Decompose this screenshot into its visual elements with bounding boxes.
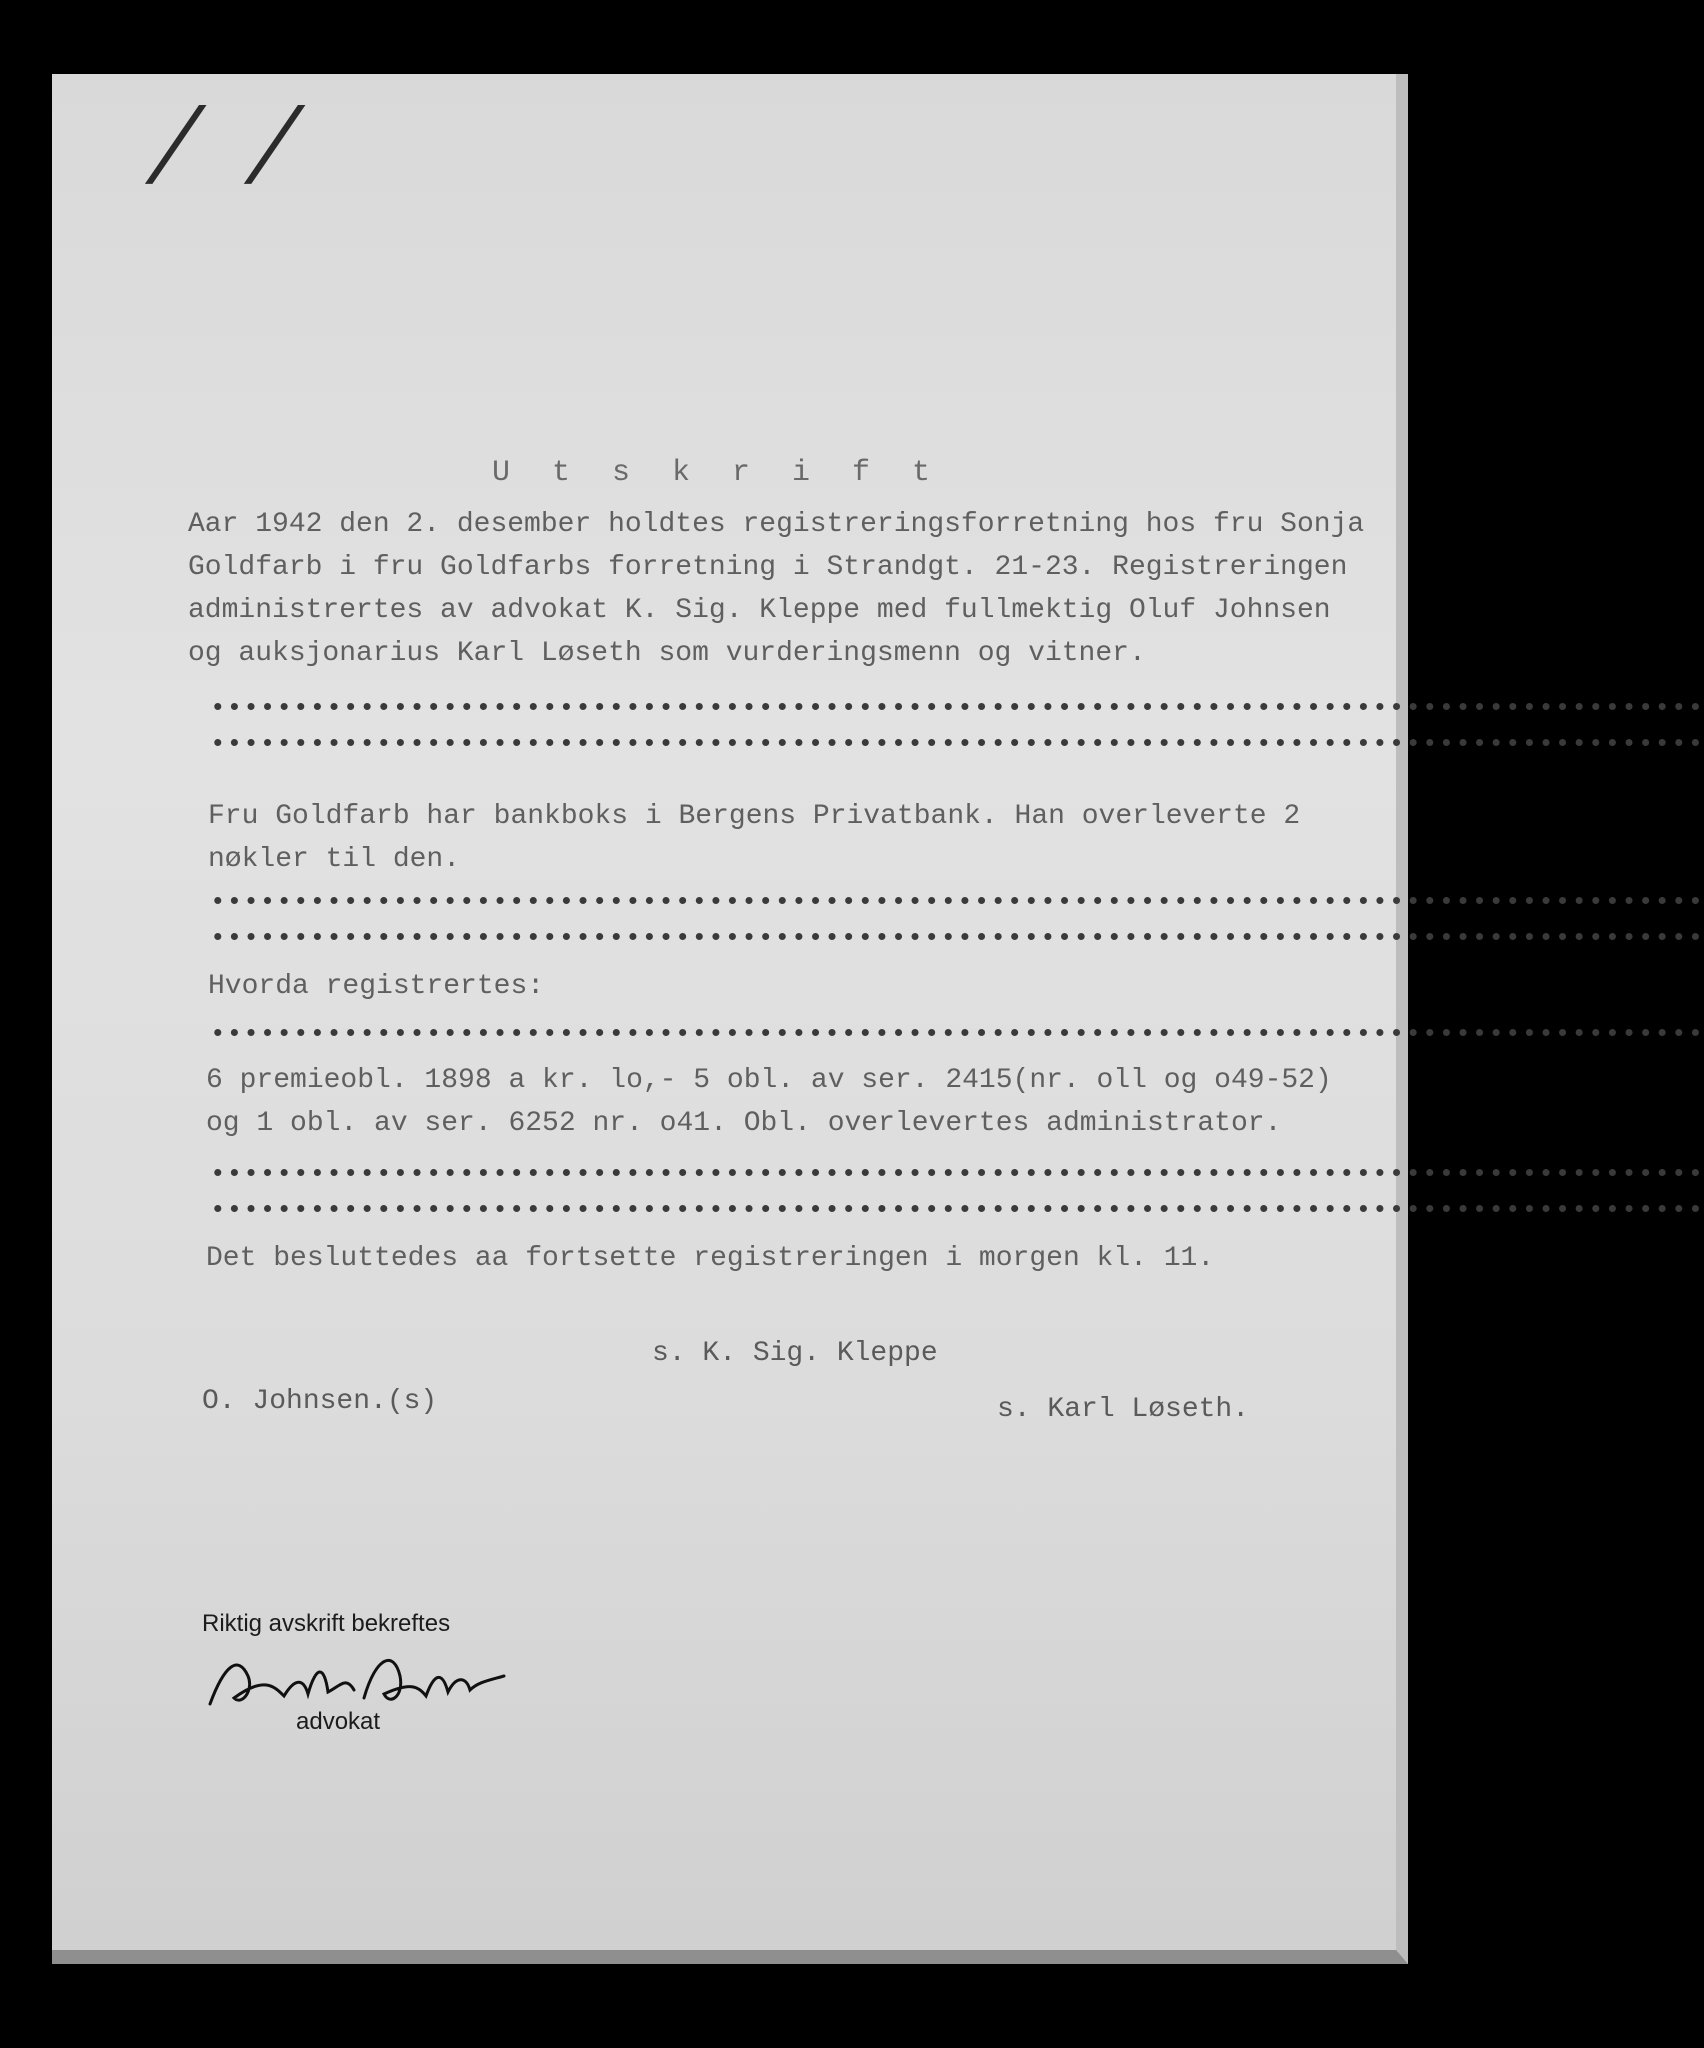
paragraph5: Det besluttedes aa fortsette registreringen i morgen kl. 11. <box>206 1243 1215 1274</box>
signature-right: s. Karl Løseth. <box>997 1394 1250 1425</box>
dotted-separator: •••••••••••••••••••••••••••••••••••••••••••••••••••••••••••••••••••••••••••••••••••••••••• <box>210 1159 1704 1189</box>
paragraph1-line1: Aar 1942 den 2. desember holdtes registreringsforretning hos fru Sonja <box>188 509 1365 540</box>
document-title: U t s k r i f t <box>492 456 943 490</box>
paragraph4-line2: og 1 obl. av ser. 6252 nr. o41. Obl. overlevertes administrator. <box>206 1108 1282 1139</box>
paragraph2-line1: Fru Goldfarb har bankboks i Bergens Privatbank. Han overleverte 2 <box>208 801 1301 832</box>
signature-left: O. Johnsen.(s) <box>202 1386 438 1417</box>
paragraph1-line4: og auksjonarius Karl Løseth som vurderingsmenn og vitner. <box>188 638 1146 669</box>
margin-handwritten-mark: / / <box>150 86 320 198</box>
paragraph3: Hvorda registrertes: <box>208 971 545 1002</box>
dotted-separator: •••••••••••••••••••••••••••••••••••••••••••••••••••••••••••••••••••••••••••••••••••••••••• <box>210 1019 1704 1049</box>
paragraph1-line3: administrertes av advokat K. Sig. Kleppe med fullmektig Oluf Johnsen <box>188 595 1331 626</box>
dotted-separator: •••••••••••••••••••••••••••••••••••••••••••••••••••••••••••••••••••••••••••••••••••••••••• <box>210 887 1704 917</box>
paragraph2-line2: nøkler til den. <box>208 844 461 875</box>
dotted-separator: •••••••••••••••••••••••••••••••••••••••••••••••••••••••••••••••••••••••••••••••••••••••••• <box>210 1195 1704 1225</box>
dotted-separator: •••••••••••••••••••••••••••••••••••••••••••••••••••••••••••••••••••••••••••••••••••••••••• <box>210 693 1704 723</box>
certification-role: advokat <box>296 1708 381 1735</box>
document-page <box>52 74 1704 1964</box>
certification-text: Riktig avskrift bekreftes <box>202 1610 451 1637</box>
dotted-separator: •••••••••••••••••••••••••••••••••••••••••••••••••••••••••••••••••••••••••••••••••••••••••• <box>210 729 1704 759</box>
signature-center: s. K. Sig. Kleppe <box>652 1338 938 1369</box>
paragraph4-line1: 6 premieobl. 1898 a kr. lo,- 5 obl. av ser. 2415(nr. oll og o49-52) <box>206 1065 1332 1096</box>
dotted-separator: •••••••••••••••••••••••••••••••••••••••••••••••••••••••••••••••••••••••••••••••••••••••••• <box>210 923 1704 953</box>
paragraph1-line2: Goldfarb i fru Goldfarbs forretning i Strandgt. 21-23. Registreringen <box>188 552 1348 583</box>
